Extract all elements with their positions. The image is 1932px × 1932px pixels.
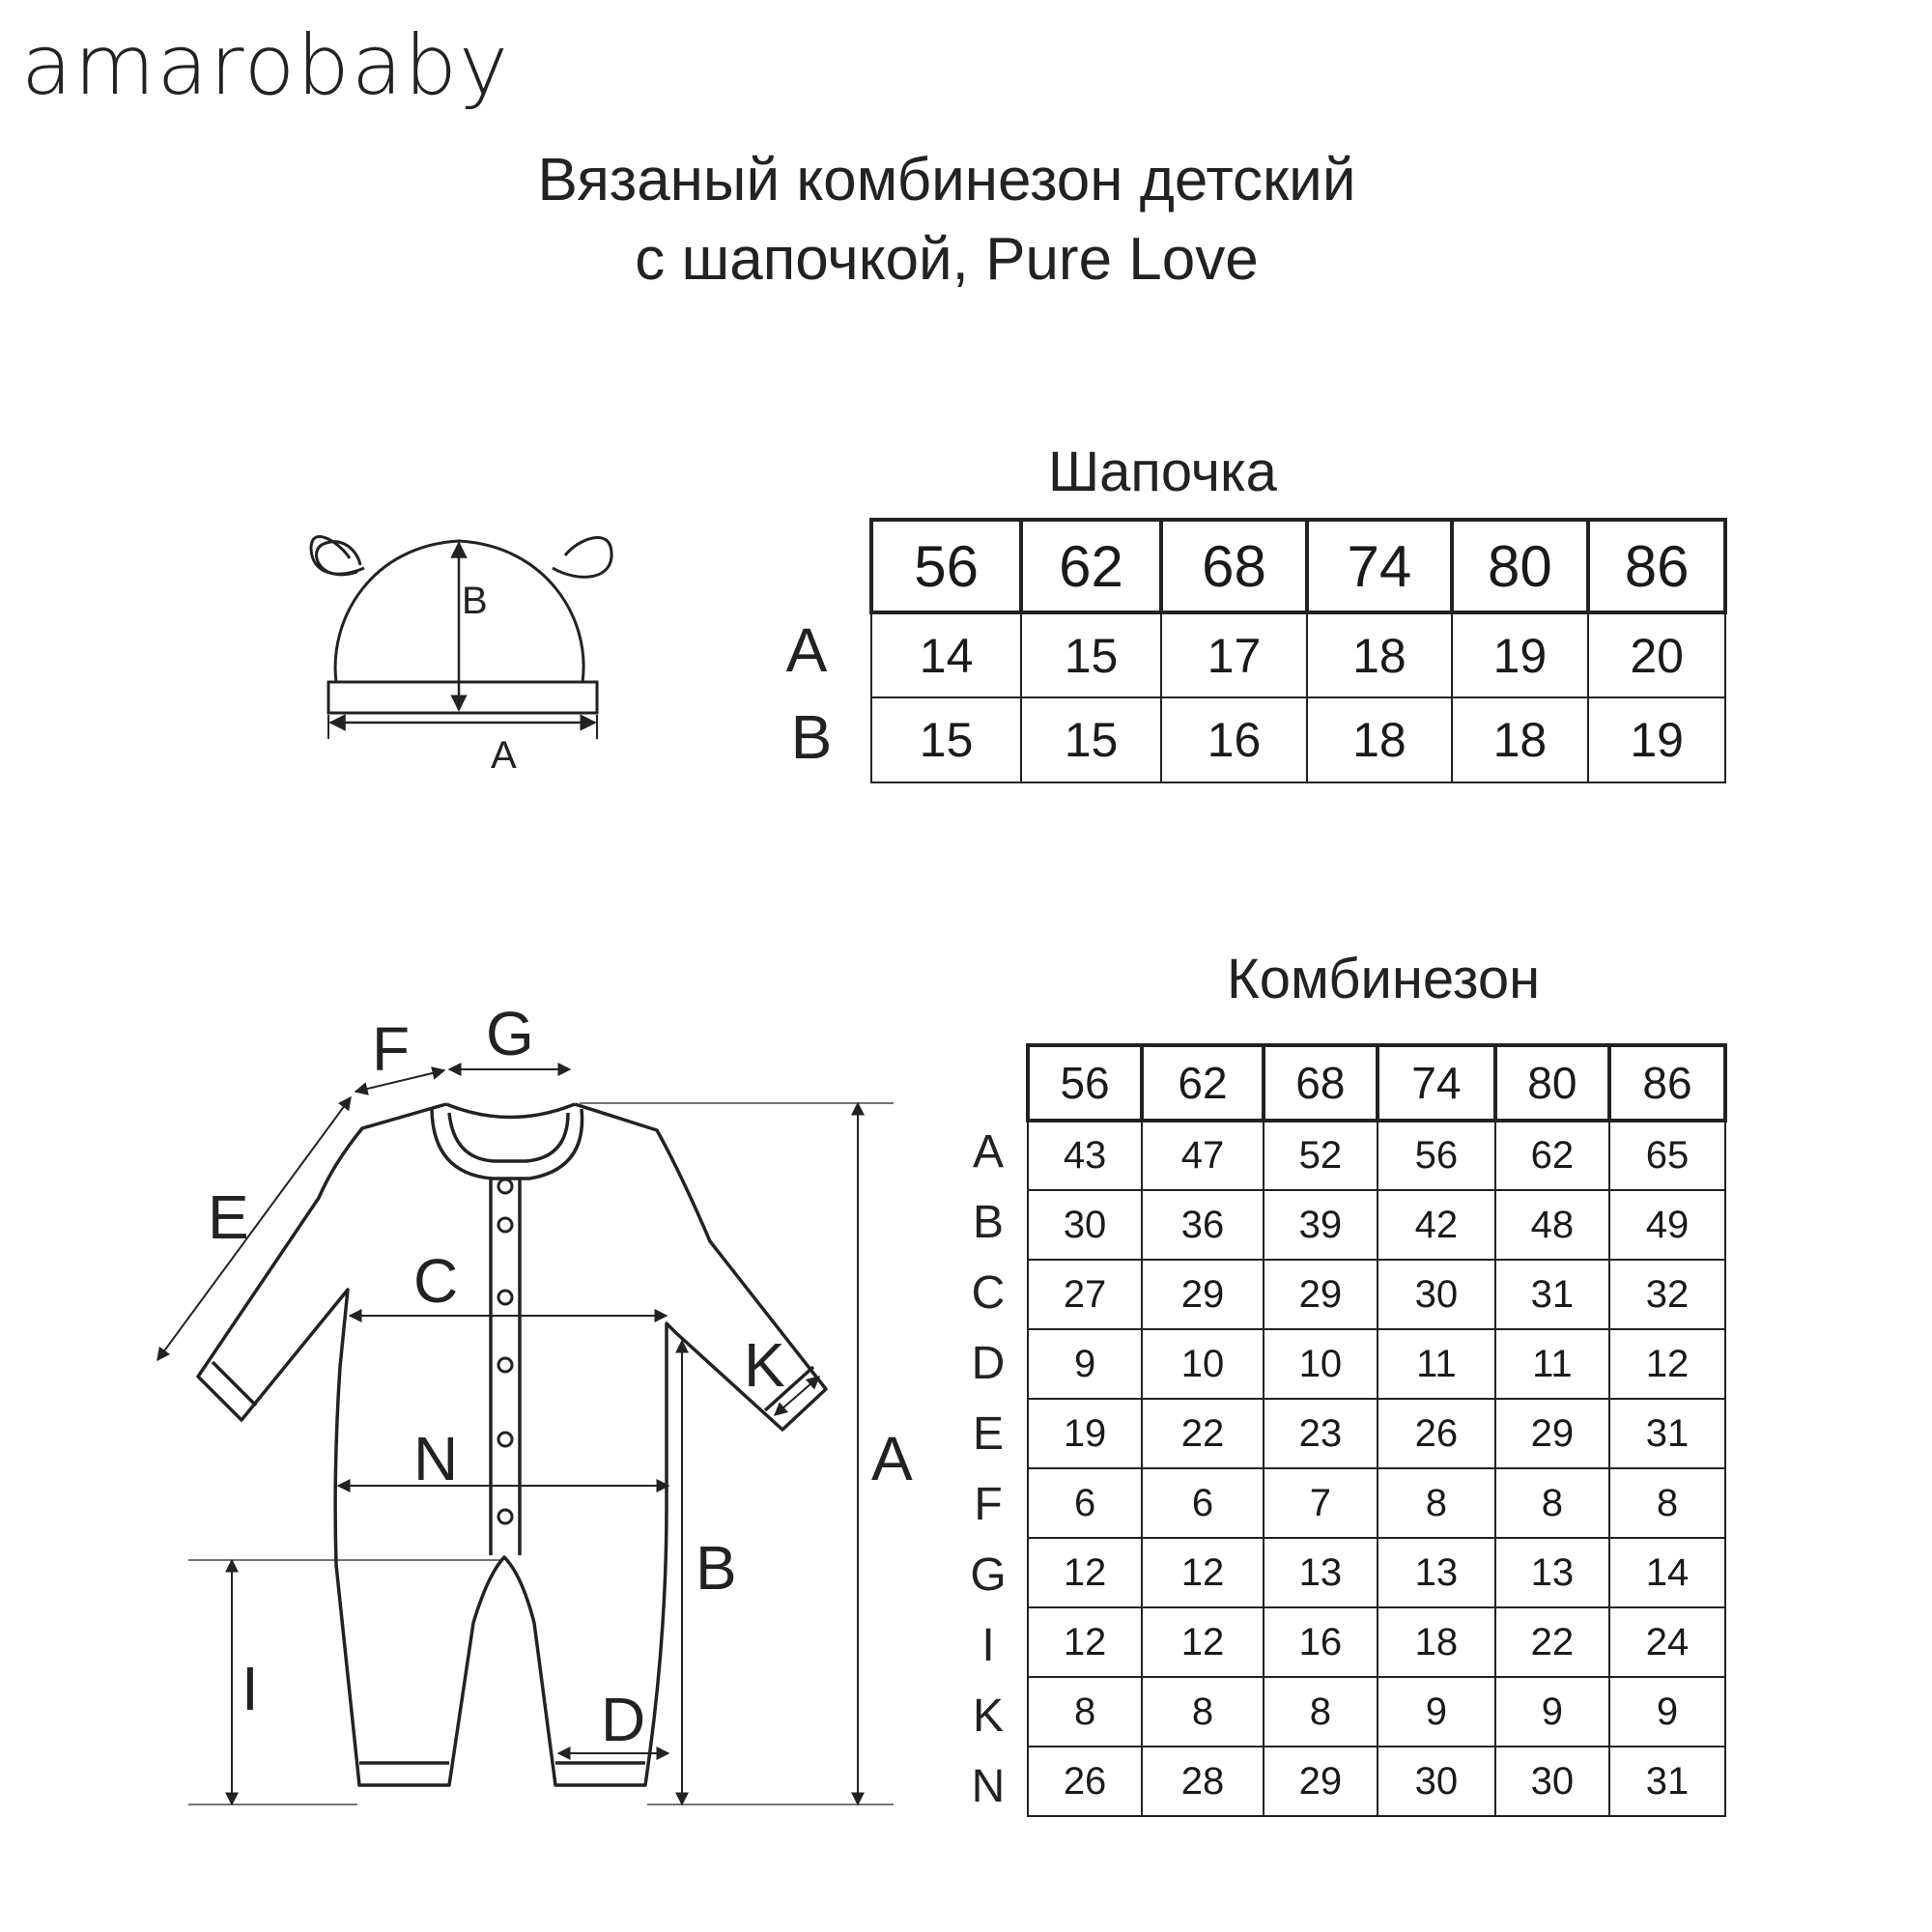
jumpsuit-cell: 56 — [1378, 1121, 1495, 1190]
label-d: D — [601, 1685, 646, 1754]
jumpsuit-cell: 8 — [1264, 1677, 1378, 1747]
jumpsuit-cell: 31 — [1495, 1260, 1609, 1329]
jumpsuit-cell: 31 — [1609, 1399, 1725, 1468]
hat-cell: 18 — [1307, 612, 1451, 697]
jumpsuit-cell: 49 — [1609, 1190, 1725, 1260]
jumpsuit-cell: 30 — [1495, 1747, 1609, 1816]
jumpsuit-cell: 22 — [1495, 1607, 1609, 1677]
jumpsuit-size-header: 62 — [1142, 1045, 1264, 1121]
jumpsuit-cell: 65 — [1609, 1121, 1725, 1190]
hat-row-label-b: B — [790, 702, 833, 772]
snap-button-icon — [498, 1218, 512, 1232]
hat-cell: 14 — [871, 612, 1021, 697]
hat-label-height: B — [462, 580, 488, 622]
jumpsuit-cell: 8 — [1609, 1468, 1725, 1538]
jumpsuit-row-label: N — [971, 1761, 1006, 1812]
jumpsuit-size-header: 68 — [1264, 1045, 1378, 1121]
jumpsuit-cell: 8 — [1028, 1677, 1142, 1747]
jumpsuit-size-header: 86 — [1609, 1045, 1725, 1121]
jumpsuit-cell: 10 — [1142, 1329, 1264, 1399]
jumpsuit-cell: 32 — [1609, 1260, 1725, 1329]
hat-section-title: Шапочка — [1048, 440, 1277, 503]
jumpsuit-cell: 10 — [1264, 1329, 1378, 1399]
hat-cell: 17 — [1161, 612, 1307, 697]
jumpsuit-cell: 9 — [1378, 1677, 1495, 1747]
page-title-line-1: Вязаный комбинезон детский — [537, 147, 1356, 213]
jumpsuit-cell: 9 — [1028, 1329, 1142, 1399]
jumpsuit-cell: 26 — [1378, 1399, 1495, 1468]
page-title-line-2: с шапочкой, Pure Love — [635, 226, 1259, 293]
hat-band — [328, 682, 597, 713]
jumpsuit-cell: 42 — [1378, 1190, 1495, 1260]
label-f: F — [372, 1014, 411, 1084]
hat-size-header: 86 — [1588, 520, 1725, 612]
jumpsuit-row-label: D — [971, 1338, 1006, 1389]
jumpsuit-cell: 26 — [1028, 1747, 1142, 1816]
jumpsuit-cell: 6 — [1028, 1468, 1142, 1538]
label-i: I — [242, 1654, 259, 1723]
hat-cell: 18 — [1307, 697, 1451, 782]
jumpsuit-cell: 22 — [1142, 1399, 1264, 1468]
snap-button-icon — [498, 1358, 512, 1372]
jumpsuit-row-label: C — [971, 1267, 1006, 1319]
jumpsuit-cell: 29 — [1264, 1260, 1378, 1329]
jumpsuit-size-header: 80 — [1495, 1045, 1609, 1121]
jumpsuit-cell: 11 — [1495, 1329, 1609, 1399]
jumpsuit-cell: 9 — [1609, 1677, 1725, 1747]
jumpsuit-cell: 52 — [1264, 1121, 1378, 1190]
hat-cell: 18 — [1452, 697, 1589, 782]
jumpsuit-cell: 36 — [1142, 1190, 1264, 1260]
snap-button-icon — [498, 1510, 512, 1523]
jumpsuit-cell: 13 — [1495, 1538, 1609, 1607]
label-a: A — [871, 1424, 913, 1493]
jumpsuit-row-label: E — [972, 1408, 1004, 1460]
snap-button-icon — [498, 1179, 512, 1193]
hat-cell: 16 — [1161, 697, 1307, 782]
hat-cell: 15 — [871, 697, 1021, 782]
jumpsuit-cell: 6 — [1142, 1468, 1264, 1538]
hat-size-header: 62 — [1021, 520, 1161, 612]
jumpsuit-cell: 8 — [1495, 1468, 1609, 1538]
hat-size-header: 80 — [1452, 520, 1589, 612]
hat-cell: 19 — [1452, 612, 1589, 697]
snap-button-icon — [498, 1291, 512, 1304]
jumpsuit-cell: 39 — [1264, 1190, 1378, 1260]
hat-illustration — [311, 536, 611, 739]
jumpsuit-cell: 30 — [1028, 1190, 1142, 1260]
jumpsuit-cell: 23 — [1264, 1399, 1378, 1468]
jumpsuit-cell: 13 — [1264, 1538, 1378, 1607]
jumpsuit-row-label: A — [972, 1126, 1004, 1178]
brand-logo: amarobaby — [21, 17, 511, 114]
jumpsuit-cell: 11 — [1378, 1329, 1495, 1399]
jumpsuit-cell: 29 — [1495, 1399, 1609, 1468]
jumpsuit-cell: 47 — [1142, 1121, 1264, 1190]
hat-size-header: 68 — [1161, 520, 1307, 612]
jumpsuit-cell: 48 — [1495, 1190, 1609, 1260]
jumpsuit-cell: 12 — [1028, 1538, 1142, 1607]
hat-ear-right — [553, 537, 611, 577]
jumpsuit-neck-inner — [449, 1113, 568, 1161]
jumpsuit-cell: 29 — [1264, 1747, 1378, 1816]
jumpsuit-cell: 62 — [1495, 1121, 1609, 1190]
jumpsuit-cell: 31 — [1609, 1747, 1725, 1816]
jumpsuit-neck-outer — [446, 1104, 575, 1118]
label-c: C — [413, 1246, 459, 1316]
jumpsuit-cell: 12 — [1142, 1607, 1264, 1677]
jumpsuit-cell: 9 — [1495, 1677, 1609, 1747]
hat-size-header: 74 — [1307, 520, 1451, 612]
jumpsuit-cell: 16 — [1264, 1607, 1378, 1677]
jumpsuit-cell: 8 — [1378, 1468, 1495, 1538]
jumpsuit-row-label: G — [970, 1549, 1007, 1601]
jumpsuit-cell: 30 — [1378, 1260, 1495, 1329]
jumpsuit-section-title: Комбинезон — [1227, 948, 1541, 1010]
jumpsuit-cell: 18 — [1378, 1607, 1495, 1677]
label-k: K — [744, 1330, 785, 1400]
jumpsuit-row-label: F — [974, 1479, 1003, 1530]
jumpsuit-cell: 24 — [1609, 1607, 1725, 1677]
label-g: G — [486, 999, 534, 1068]
hat-cell: 20 — [1588, 612, 1725, 697]
hat-cell: 15 — [1021, 612, 1161, 697]
jumpsuit-outline — [198, 1104, 826, 1785]
jumpsuit-cell: 30 — [1378, 1747, 1495, 1816]
jumpsuit-cell: 13 — [1378, 1538, 1495, 1607]
jumpsuit-size-header: 56 — [1028, 1045, 1142, 1121]
label-b: B — [696, 1533, 737, 1603]
jumpsuit-illustration — [198, 1104, 826, 1785]
jumpsuit-cell: 12 — [1609, 1329, 1725, 1399]
jumpsuit-size-header: 74 — [1378, 1045, 1495, 1121]
hat-size-header: 56 — [871, 520, 1021, 612]
label-n: N — [413, 1424, 459, 1493]
hat-cell: 19 — [1588, 697, 1725, 782]
jumpsuit-cell: 14 — [1609, 1538, 1725, 1607]
jumpsuit-row-label: B — [972, 1197, 1004, 1248]
jumpsuit-cell: 29 — [1142, 1260, 1264, 1329]
jumpsuit-cell: 7 — [1264, 1468, 1378, 1538]
jumpsuit-cell: 12 — [1028, 1607, 1142, 1677]
label-e: E — [208, 1182, 249, 1252]
snap-button-icon — [498, 1433, 512, 1446]
jumpsuit-cell: 8 — [1142, 1677, 1264, 1747]
jumpsuit-buttons — [498, 1179, 512, 1523]
jumpsuit-cell: 43 — [1028, 1121, 1142, 1190]
hat-label-width: A — [491, 734, 517, 777]
hat-cell: 15 — [1021, 697, 1161, 782]
hat-row-label-a: A — [785, 615, 828, 685]
jumpsuit-cell: 28 — [1142, 1747, 1264, 1816]
jumpsuit-row-label: I — [981, 1620, 995, 1671]
jumpsuit-cell: 19 — [1028, 1399, 1142, 1468]
jumpsuit-row-label: K — [972, 1690, 1004, 1742]
jumpsuit-cell: 12 — [1142, 1538, 1264, 1607]
jumpsuit-cell: 27 — [1028, 1260, 1142, 1329]
